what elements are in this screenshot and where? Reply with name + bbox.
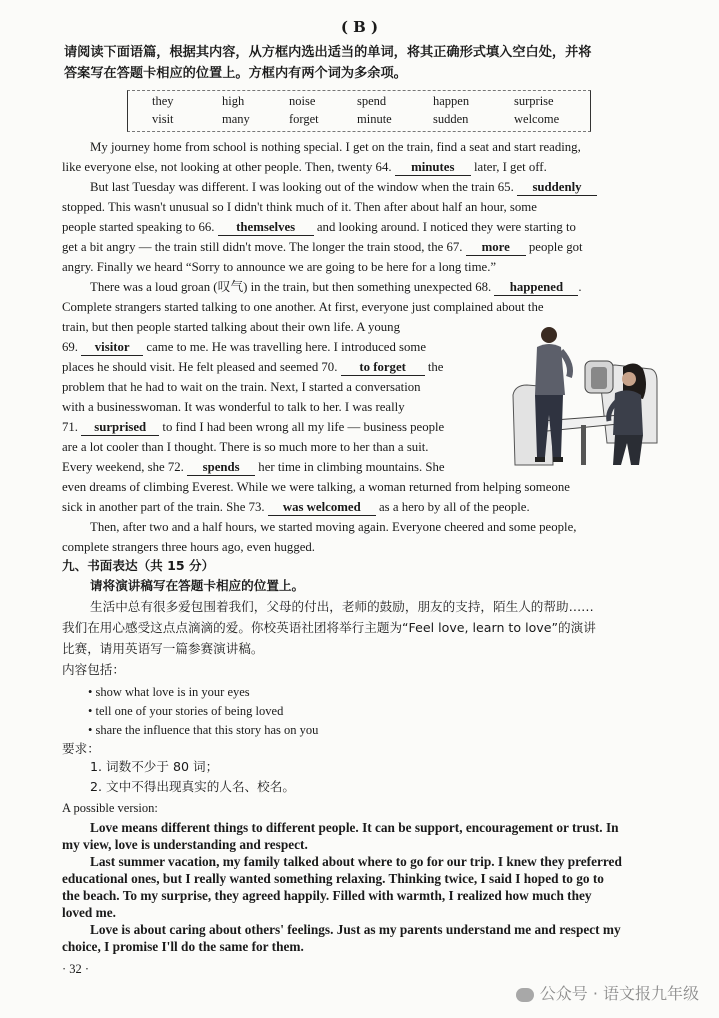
sample-line: choice, I promise I'll do the same for them. xyxy=(62,939,304,954)
answer-69: visitor xyxy=(81,340,143,356)
requirement: 2. 文中不得出现真实的人名、校名。 xyxy=(90,779,295,794)
passage-line: places he should visit. He felt pleased and seemed 70. to forget the xyxy=(62,360,444,374)
word-box-word: sudden xyxy=(433,112,469,126)
sample-line: Love is about caring about others' feelings. Just as my parents understand me and respect my xyxy=(90,922,621,937)
passage-line: Every weekend, she 72. spends her time in climbing mountains. She xyxy=(62,460,445,474)
word-box-word: noise xyxy=(289,94,316,108)
train-illustration xyxy=(511,325,663,473)
passage-line: 71. surprised to find I had been wrong all my life — business people xyxy=(62,420,445,434)
answer-71: surprised xyxy=(81,420,159,436)
passage-line: train, but then people started talking about their own life. A young xyxy=(62,320,400,334)
writing-task: 请将演讲稿写在答题卡相应的位置上。 xyxy=(90,578,305,593)
word-box-word: spend xyxy=(357,94,387,108)
answer-66: themselves xyxy=(218,220,314,236)
passage-line: people started speaking to 66. themselves and looking around. I noticed they were starting to xyxy=(62,220,576,234)
content-bullet: • share the influence that this story has on you xyxy=(88,723,319,737)
answer-72: spends xyxy=(187,460,255,476)
answer-64: minutes xyxy=(395,160,471,176)
instruction-line: 请阅读下面语篇，根据其内容，从方框内选出适当的单词，将其正确形式填入空白处，并将 xyxy=(64,45,592,60)
requirement-label: 要求： xyxy=(62,741,100,756)
word-box-word: welcome xyxy=(514,112,560,126)
word-box-word: visit xyxy=(152,112,174,126)
passage-line: My journey home from school is nothing special. I get on the train, find a seat and start reading, xyxy=(90,140,581,154)
passage-line: problem that he had to wait on the train. Next, I started a conversation xyxy=(62,380,421,394)
sample-line: educational ones, but I really wanted something relaxing. Thinking twice, I said I hoped to go to xyxy=(62,871,604,886)
requirement: 1. 词数不少于 80 词； xyxy=(90,759,219,774)
answer-67: more xyxy=(466,240,526,256)
sample-line: loved me. xyxy=(62,905,116,920)
word-box-word: minute xyxy=(357,112,392,126)
passage-line: are a lot cooler than I thought. There is so much more to her than a suit. xyxy=(62,440,429,454)
word-box xyxy=(127,90,591,132)
sample-line: the beach. To my surprise, they agreed happily. Filled with warmth, I realized how much they xyxy=(62,888,592,903)
content-bullet: • show what love is in your eyes xyxy=(88,685,250,699)
passage-line: Then, after two and a half hours, we started moving again. Everyone cheered and some people, xyxy=(90,520,577,534)
passage-line: even dreams of climbing Everest. While we were talking, a woman returned from helping someone xyxy=(62,480,570,494)
passage-line: But last Tuesday was different. I was looking out of the window when the train 65. suddenly xyxy=(90,177,597,197)
writing-intro: 比赛，请用英语写一篇参赛演讲稿。 xyxy=(62,641,264,656)
answer-70: to forget xyxy=(341,360,425,376)
passage-line: There was a loud groan (叹气) in the train, but then something unexpected 68. happened . xyxy=(90,280,582,294)
passage-line: with a businesswoman. It was wonderful to talk to her. I was really xyxy=(62,400,405,414)
word-box-word: many xyxy=(222,112,250,126)
writing-heading: 九、书面表达（共 15 分） xyxy=(62,558,215,573)
answer-73: was welcomed xyxy=(268,500,376,516)
word-box-word: high xyxy=(222,94,245,108)
writing-intro: 我们在用心感受这点点滴滴的爱。你校英语社团将举行主题为“Feel love, learn to love”的演讲 xyxy=(62,620,596,635)
answer-68: happened xyxy=(494,280,578,296)
sample-line: Love means different things to different people. It can be support, encouragement or trust. In xyxy=(90,820,619,835)
word-box-word: surprise xyxy=(514,94,554,108)
answer-65: suddenly xyxy=(517,180,597,196)
passage-line: get a bit angry — the train still didn't move. The longer the train stood, the 67. more people got xyxy=(62,240,583,254)
word-box-word: forget xyxy=(289,112,319,126)
content-label: 内容包括： xyxy=(62,662,125,677)
passage-line: stopped. This wasn't unusual so I didn't think much of it. Then after about half an hour, some xyxy=(62,200,537,214)
instruction xyxy=(64,42,684,84)
section-label: ( B ) xyxy=(340,18,379,36)
passage-line: like everyone else, not looking at other people. Then, twenty 64. minutes later, I get off. xyxy=(62,160,547,174)
sample-label: A possible version: xyxy=(62,801,158,815)
word-box-word: happen xyxy=(433,94,470,108)
passage-line: complete strangers three hours ago, even hugged. xyxy=(62,540,316,554)
passage-line: 69. visitor came to me. He was travelling here. I introduced some xyxy=(62,340,427,354)
passage-line: angry. Finally we heard “Sorry to announce we are going to be here for a long time.” xyxy=(62,260,497,274)
sample-line: my view, love is understanding and respect. xyxy=(62,837,308,852)
instruction-line: 答案写在答题卡相应的位置上。方框内有两个词为多余项。 xyxy=(64,66,407,81)
passage-line: Complete strangers started talking to one another. At first, everyone just complained about the xyxy=(62,300,544,314)
passage-line: sick in another part of the train. She 73. was welcomed as a hero by all of the people. xyxy=(62,500,530,514)
wechat-icon xyxy=(516,988,534,1002)
watermark: 公众号 · 语文报九年级 xyxy=(516,981,699,1004)
sample-line: Last summer vacation, my family talked about where to go for our trip. I knew they preferred xyxy=(90,854,622,869)
writing-intro: 生活中总有很多爱包围着我们，父母的付出，老师的鼓励，朋友的支持，陌生人的帮助…… xyxy=(90,599,594,614)
content-bullet: • tell one of your stories of being loved xyxy=(88,704,284,718)
word-box-word: they xyxy=(152,94,174,108)
page-number: · 32 · xyxy=(62,962,90,976)
